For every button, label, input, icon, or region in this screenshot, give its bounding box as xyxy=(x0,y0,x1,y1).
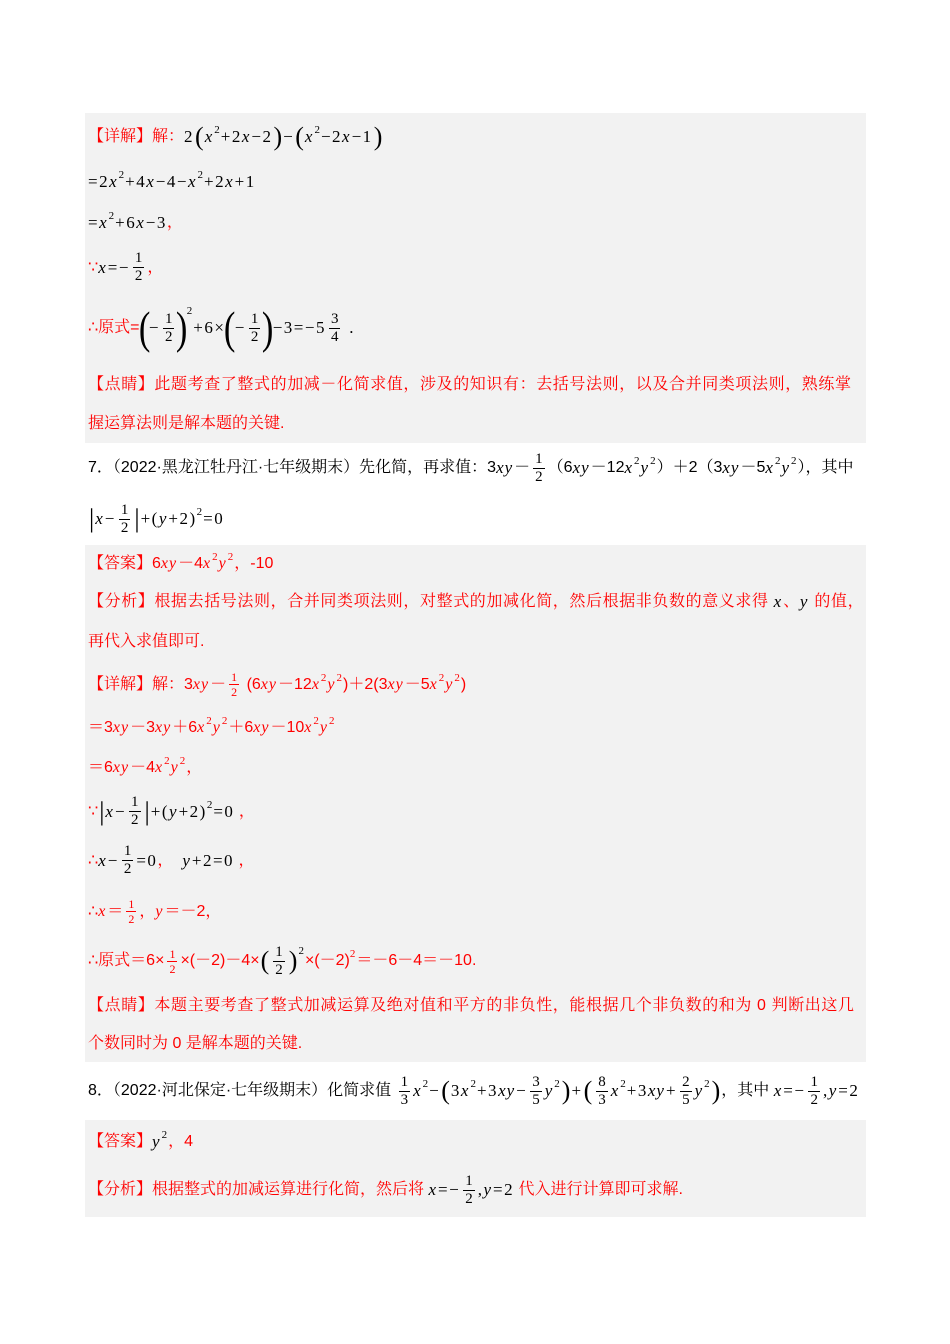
fraction-numerator: 1 xyxy=(164,310,173,327)
fraction-numerator: 8 xyxy=(598,1073,606,1090)
fraction-denominator: 3 xyxy=(400,1091,409,1108)
text-run: 【答案】6 xyxy=(88,555,161,572)
text-line xyxy=(88,405,866,443)
math-expression: +( xyxy=(140,509,159,528)
math-variable: xy xyxy=(112,718,130,736)
math-variable: x xyxy=(429,675,438,693)
text-run: 的值， xyxy=(809,593,865,610)
superscript: 2 xyxy=(554,1078,560,1090)
text-run: 、 xyxy=(783,593,800,610)
text-run: ， xyxy=(186,759,203,776)
math-expression: =− xyxy=(107,257,130,277)
superscript: 2 xyxy=(774,455,781,467)
math-variable: xy xyxy=(260,675,277,693)
text-line xyxy=(88,886,866,937)
math-variable: x xyxy=(413,1081,422,1100)
text-run: 【点睛】本题主要考查了整式加减运算及绝对值和平方的非负性，能根据几个非负数的和为 0 判断出这几 xyxy=(88,996,855,1014)
fraction-numerator: 1 xyxy=(128,897,135,911)
text-line xyxy=(88,203,866,243)
math-expression: −4− xyxy=(155,172,188,191)
fraction xyxy=(163,312,175,345)
fraction-numerator: 1 xyxy=(275,943,283,960)
text-run: －5 xyxy=(740,459,766,476)
math-variable: y xyxy=(218,555,227,572)
math-variable: x xyxy=(146,172,155,191)
math-variable: y xyxy=(182,850,191,870)
fraction-denominator: 2 xyxy=(465,1190,473,1207)
text-run: 7．（2022·黑龙江牡丹江·七年级期末）先化简，再求值： xyxy=(88,459,488,476)
text-run: ＝6 xyxy=(88,759,113,776)
text-run: 【详解】解：3 xyxy=(88,675,193,693)
text-run: ＋6 xyxy=(172,718,198,736)
math-variable: xy xyxy=(192,675,210,693)
fraction xyxy=(249,312,261,345)
math-expression: =0 xyxy=(203,509,225,528)
large-parenthesis: ) xyxy=(176,302,188,353)
math-expression: − xyxy=(283,127,295,146)
superscript: 2 xyxy=(314,124,320,136)
math-variable: x xyxy=(197,718,206,736)
math-expression: +3 xyxy=(626,1081,648,1100)
parenthesis: ( xyxy=(583,1076,593,1105)
parenthesis: ( xyxy=(295,122,304,151)
fraction xyxy=(229,671,239,698)
superscript: 2 xyxy=(438,671,445,684)
math-variable: y xyxy=(445,675,454,693)
math-expression: =− xyxy=(438,1180,461,1199)
text-line xyxy=(88,937,866,985)
fraction xyxy=(808,1075,820,1108)
math-expression: +2) xyxy=(168,509,197,528)
fraction-denominator: 5 xyxy=(682,1091,690,1108)
fraction xyxy=(596,1075,608,1108)
text-line xyxy=(88,788,866,835)
text-run: ＝3 xyxy=(88,718,113,736)
text-line xyxy=(88,662,866,707)
text-run: －3 xyxy=(130,718,156,736)
math-expression: −2 xyxy=(251,127,273,146)
fraction xyxy=(133,251,145,284)
text-run: ， xyxy=(139,902,156,920)
text-run: ， xyxy=(157,851,183,869)
text-run: ∵ xyxy=(88,802,99,820)
superscript: 2 xyxy=(328,714,335,727)
math-variable: y xyxy=(327,675,336,693)
math-expression: +3 xyxy=(476,1081,499,1100)
text-run: 握运算法则是解本题的关键. xyxy=(88,415,285,432)
text-run: 【分析】根据去括号法则，合并同类项法则，对整式的加减化简，然后根据非负数的意义求得 xyxy=(88,593,774,610)
math-variable: x xyxy=(241,127,251,146)
math-expression: −2 xyxy=(320,127,343,146)
text-line xyxy=(88,621,866,662)
math-variable: xy xyxy=(498,1081,516,1100)
math-expression: =− xyxy=(783,1081,806,1100)
text-run: －5 xyxy=(404,675,430,693)
math-expression: +2 xyxy=(204,172,226,191)
fraction-numerator: 3 xyxy=(330,310,339,327)
math-expression: =0 xyxy=(213,801,235,821)
fraction-numerator: 1 xyxy=(120,501,129,518)
math-variable: xy xyxy=(647,1081,665,1100)
math-expression: −3 xyxy=(145,213,167,232)
text-run: － xyxy=(514,459,531,476)
parenthesis: ( xyxy=(260,946,270,975)
text-run: ，4 xyxy=(168,1132,193,1150)
text-run: ）＋2（3 xyxy=(656,459,723,476)
superscript: 2 xyxy=(704,1078,710,1090)
math-variable: y xyxy=(640,458,650,477)
math-variable: x xyxy=(204,127,214,146)
fraction xyxy=(530,1075,542,1108)
fraction-numerator: 1 xyxy=(169,946,176,961)
math-variable: y xyxy=(781,458,790,477)
superscript: 2 xyxy=(196,506,203,518)
fraction-denominator: 5 xyxy=(532,1091,540,1108)
question-8 xyxy=(85,1062,866,1120)
text-run: ， xyxy=(166,214,183,231)
text-run: 3 xyxy=(487,459,497,476)
superscript: 2 xyxy=(313,714,319,727)
parenthesis: | xyxy=(144,796,150,826)
math-variable: y xyxy=(170,759,179,776)
math-variable: x xyxy=(428,1180,437,1199)
fraction xyxy=(122,844,134,877)
fraction xyxy=(463,1174,475,1207)
text-run: ， xyxy=(147,258,164,276)
math-expression: +6 xyxy=(115,213,137,232)
math-variable: x xyxy=(460,1081,470,1100)
superscript: 2 xyxy=(221,714,228,727)
text-run: ∴ xyxy=(88,851,99,869)
solution-block-q8 xyxy=(85,1120,866,1217)
fraction-numerator: 1 xyxy=(250,310,259,327)
text-line xyxy=(88,161,866,203)
parenthesis: ) xyxy=(373,122,383,151)
parenthesis: ( xyxy=(195,122,204,151)
math-variable: x xyxy=(98,850,107,870)
fraction-denominator: 2 xyxy=(535,468,543,485)
text-run: （6 xyxy=(547,459,573,476)
math-variable: y xyxy=(828,1081,838,1100)
math-variable: y xyxy=(152,1131,161,1151)
superscript: 2 xyxy=(227,551,234,563)
text-run: ) xyxy=(460,675,467,693)
parenthesis: | xyxy=(134,504,140,533)
math-expression: −1 xyxy=(351,127,373,146)
text-line xyxy=(88,835,866,886)
fraction-denominator: 2 xyxy=(164,328,173,345)
fraction-numerator: 1 xyxy=(134,250,143,266)
math-variable: x xyxy=(136,213,145,232)
math-expression: − xyxy=(429,1081,441,1100)
math-variable: xy xyxy=(112,759,130,776)
text-line xyxy=(88,292,866,364)
math-variable: y xyxy=(694,1081,704,1100)
math-expression: =0 xyxy=(136,850,158,870)
text-run: ∴原式＝6× xyxy=(88,952,165,969)
math-expression: +( xyxy=(150,801,170,821)
math-variable: y xyxy=(799,592,809,611)
text-run: ，-10 xyxy=(234,555,274,572)
text-line xyxy=(88,707,866,748)
text-run: －12 xyxy=(278,675,312,693)
fraction-denominator: 2 xyxy=(134,268,143,284)
large-parenthesis: ( xyxy=(224,302,236,353)
text-line xyxy=(88,1163,866,1217)
text-run: ∵ xyxy=(88,258,99,276)
text-run: 【详解】解： xyxy=(88,128,185,145)
math-variable: y xyxy=(155,902,164,920)
fraction-denominator: 2 xyxy=(169,961,176,976)
superscript: 2 xyxy=(179,755,186,767)
text-run: ＋6 xyxy=(228,718,254,736)
math-variable: y xyxy=(169,801,178,821)
math-expression: − xyxy=(234,318,246,337)
math-variable: y xyxy=(212,718,221,736)
math-expression: =2 xyxy=(492,1180,515,1199)
math-variable: x xyxy=(187,172,197,191)
parenthesis: | xyxy=(99,796,105,826)
text-run: ，其中 xyxy=(721,1082,774,1099)
text-line xyxy=(88,364,866,405)
math-variable: xy xyxy=(160,555,178,572)
text-run: ， xyxy=(234,851,255,869)
text-line xyxy=(88,1026,866,1062)
fraction-numerator: 3 xyxy=(532,1073,540,1090)
text-run: ， xyxy=(234,802,255,820)
text-run: ∴ xyxy=(88,902,99,920)
text-run: )＋2(3 xyxy=(343,675,388,693)
math-expression: + xyxy=(665,1081,678,1100)
math-variable: x xyxy=(155,759,164,776)
superscript: 2 xyxy=(790,455,797,467)
math-expression: , xyxy=(477,1180,484,1199)
superscript: 2 xyxy=(298,945,304,957)
math-expression: . xyxy=(343,318,355,337)
parenthesis: ( xyxy=(441,1076,450,1105)
math-expression: =2 xyxy=(838,1081,860,1100)
fraction xyxy=(329,312,341,345)
text-line xyxy=(88,113,866,161)
math-expression: +2 xyxy=(220,127,242,146)
math-variable: x xyxy=(304,127,314,146)
text-run: －4 xyxy=(130,759,156,776)
fraction-denominator: 2 xyxy=(810,1091,818,1108)
text-line xyxy=(88,443,866,493)
superscript: 2 xyxy=(634,455,640,467)
fraction-denominator: 2 xyxy=(275,961,283,978)
fraction-numerator: 1 xyxy=(535,450,543,467)
math-expression: =2 xyxy=(88,172,110,191)
math-variable: y xyxy=(483,1180,492,1199)
math-variable: y xyxy=(319,718,328,736)
fraction-denominator: 2 xyxy=(123,861,132,877)
text-run: ×(－2) xyxy=(304,952,350,969)
math-expression: +4 xyxy=(125,172,147,191)
superscript: 2 xyxy=(206,714,212,727)
fraction-denominator: 2 xyxy=(128,912,135,926)
superscript: 2 xyxy=(164,755,170,767)
text-run: ×(－2)－4× xyxy=(180,952,260,969)
fraction-denominator: 2 xyxy=(120,519,129,536)
math-expression: 3 xyxy=(450,1081,461,1100)
math-expression: − xyxy=(107,850,119,870)
math-variable: x xyxy=(225,172,234,191)
text-line xyxy=(88,985,866,1026)
math-expression: − xyxy=(104,509,116,528)
fraction-denominator: 2 xyxy=(250,328,259,345)
fraction-numerator: 2 xyxy=(682,1073,690,1090)
superscript: 2 xyxy=(118,169,125,181)
math-variable: xy xyxy=(155,718,172,736)
parenthesis: ) xyxy=(288,946,298,975)
math-variable: x xyxy=(342,127,351,146)
math-expression: − xyxy=(148,318,160,337)
math-expression: − xyxy=(114,801,127,821)
text-run: －10 xyxy=(270,718,305,736)
math-variable: x xyxy=(765,458,774,477)
fraction-numerator: 1 xyxy=(810,1073,818,1090)
superscript: 2 xyxy=(197,169,204,181)
math-variable: xy xyxy=(496,458,514,477)
text-line xyxy=(88,583,866,621)
text-run: 【分析】根据整式的加减运算进行化简，然后将 xyxy=(88,1181,429,1198)
math-variable: xy xyxy=(722,458,740,477)
math-variable: x xyxy=(95,509,104,528)
math-variable: x xyxy=(203,555,212,572)
superscript: 2 xyxy=(320,671,327,684)
superscript: 2 xyxy=(214,124,220,136)
superscript: 2 xyxy=(454,671,460,684)
text-run: 【点睛】此题考查了整式的加减－化简求值，涉及的知识有：去括号法则，以及合并同类项法则，熟练掌 xyxy=(88,375,852,393)
text-line xyxy=(88,1120,866,1163)
question-7 xyxy=(85,443,866,545)
parenthesis: ) xyxy=(273,122,283,151)
large-parenthesis: ( xyxy=(138,302,150,353)
fraction-denominator: 2 xyxy=(131,812,139,828)
large-parenthesis: ) xyxy=(262,302,274,353)
math-variable: x xyxy=(98,902,107,920)
math-expression: −3=−5 xyxy=(272,318,326,337)
text-run: ＝－2， xyxy=(164,902,222,920)
text-line xyxy=(88,243,866,292)
superscript: 2 xyxy=(470,1078,476,1090)
fraction xyxy=(119,503,131,536)
fraction xyxy=(273,945,285,978)
math-expression: +2=0 xyxy=(191,850,235,870)
superscript: 2 xyxy=(349,948,356,960)
fraction-numerator: 1 xyxy=(400,1073,409,1090)
fraction-denominator: 4 xyxy=(330,328,339,345)
math-variable: x xyxy=(105,801,114,821)
text-line xyxy=(88,545,866,583)
superscript: 2 xyxy=(212,551,218,563)
math-expression: +2) xyxy=(178,801,207,821)
math-expression: + xyxy=(571,1081,583,1100)
math-variable: x xyxy=(98,257,107,277)
solution-block-q7 xyxy=(85,545,866,1062)
superscript: 2 xyxy=(422,1078,429,1090)
solution-block-q6 xyxy=(85,113,866,443)
math-variable: x xyxy=(109,172,118,191)
math-expression: − xyxy=(516,1081,528,1100)
math-variable: x xyxy=(610,1081,620,1100)
superscript: 2 xyxy=(336,671,343,684)
math-variable: x xyxy=(304,718,313,736)
superscript: 2 xyxy=(108,210,115,222)
fraction-numerator: 1 xyxy=(465,1172,473,1189)
superscript: 2 xyxy=(206,798,213,811)
fraction-denominator: 2 xyxy=(231,685,238,699)
math-variable: x xyxy=(773,592,783,611)
fraction-numerator: 1 xyxy=(131,794,139,810)
fraction xyxy=(167,948,177,975)
fraction xyxy=(126,898,136,925)
text-run: －12 xyxy=(590,459,625,476)
fraction-denominator: 3 xyxy=(598,1091,606,1108)
math-variable: x xyxy=(773,1081,783,1100)
text-run: 再代入求值即可. xyxy=(88,632,205,650)
text-run: 【答案】 xyxy=(88,1132,153,1150)
text-run: － xyxy=(210,675,227,693)
math-expression: 2 xyxy=(184,127,195,146)
parenthesis: | xyxy=(89,504,95,533)
math-variable: x xyxy=(311,675,320,693)
math-variable: y xyxy=(544,1081,554,1100)
math-variable: x xyxy=(624,458,634,477)
text-run: ∴原式= xyxy=(88,319,140,336)
text-line xyxy=(88,748,866,788)
parenthesis: ) xyxy=(561,1076,571,1105)
superscript: 2 xyxy=(186,305,193,317)
superscript: 2 xyxy=(650,455,656,467)
math-variable: xy xyxy=(253,718,270,736)
math-variable: x xyxy=(99,213,108,232)
superscript: 2 xyxy=(161,1128,168,1141)
math-expression: , xyxy=(822,1081,829,1100)
text-run: ＝－6－4＝－10. xyxy=(356,952,477,969)
fraction xyxy=(399,1075,411,1108)
fraction-numerator: 1 xyxy=(231,670,238,684)
text-line xyxy=(88,1062,866,1120)
text-run: －4 xyxy=(178,555,204,572)
parenthesis: ) xyxy=(711,1076,721,1105)
text-run: 代入进行计算即可求解. xyxy=(514,1181,683,1198)
text-run: 个数同时为 0 是解本题的关键. xyxy=(88,1035,303,1052)
text-run: ＝ xyxy=(107,902,124,920)
fraction xyxy=(533,452,545,485)
text-line xyxy=(88,493,866,545)
math-variable: y xyxy=(158,509,168,528)
math-variable: xy xyxy=(387,675,404,693)
text-run: ），其中 xyxy=(797,459,854,476)
math-expression: +6× xyxy=(193,318,226,337)
text-run: (6 xyxy=(242,675,261,693)
math-expression: +1 xyxy=(234,172,256,191)
fraction xyxy=(129,795,141,828)
fraction xyxy=(680,1075,692,1108)
math-variable: xy xyxy=(572,458,590,477)
superscript: 2 xyxy=(620,1078,626,1090)
math-expression: = xyxy=(88,213,100,232)
fraction-numerator: 1 xyxy=(123,843,132,859)
text-run: 8．（2022·河北保定·七年级期末）化简求值 xyxy=(88,1082,396,1099)
